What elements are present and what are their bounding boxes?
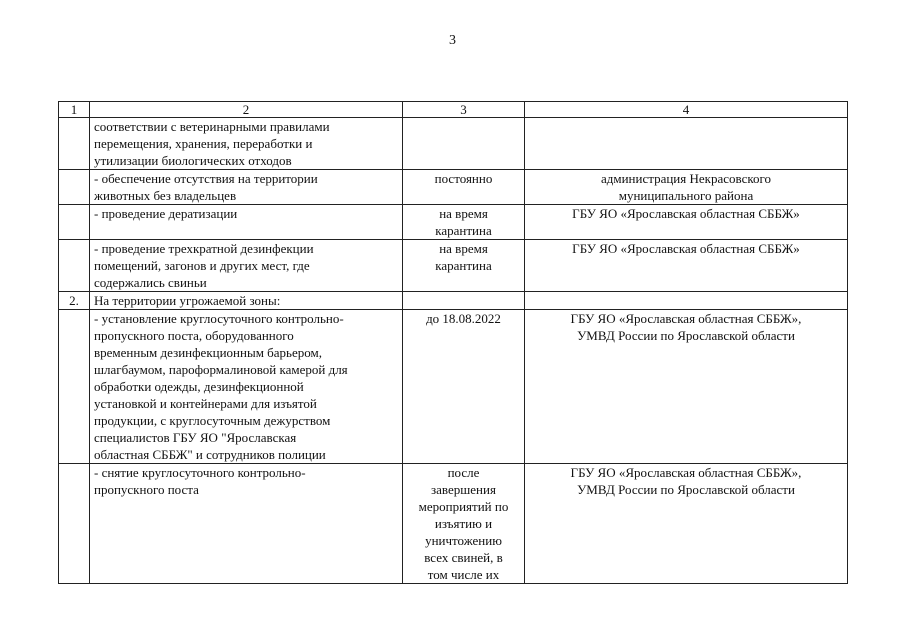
row-number (59, 170, 90, 205)
action-text-line: животных без владельцев (94, 188, 237, 203)
action-text-line: установкой и контейнерами для изъятой (94, 396, 317, 411)
responsible-text (525, 292, 848, 310)
action-text-line: специалистов ГБУ ЯО "Ярославская (94, 430, 297, 445)
table-row (59, 205, 848, 240)
responsible-text (525, 240, 848, 292)
header-col-2: 2 (90, 102, 403, 118)
row-number: 2. (59, 292, 90, 310)
term-text-line: всех свиней, в (424, 550, 503, 565)
action-text-line: продукции, с круглосуточным дежурством (94, 413, 331, 428)
action-text (90, 464, 403, 584)
action-text-line: - установление круглосуточного контрольно- (94, 311, 344, 326)
term-text (403, 240, 525, 292)
action-text-line: областная СББЖ" и сотрудников полиции (94, 447, 326, 462)
term-text-line: на время (439, 206, 488, 221)
term-text-line: уничтожению (425, 533, 502, 548)
responsible-text (525, 118, 848, 170)
action-text-line: временным дезинфекционным барьером, (94, 345, 322, 360)
action-text (90, 240, 403, 292)
term-text-line: постоянно (434, 171, 493, 186)
table-row (59, 464, 848, 584)
action-text (90, 292, 403, 310)
action-text-line: утилизации биологических отходов (94, 153, 292, 168)
term-text-line: том числе их (427, 567, 500, 582)
action-text-line: пропускного поста, оборудованного (94, 328, 294, 343)
action-text-line: - проведение дератизации (94, 206, 238, 221)
term-text (403, 118, 525, 170)
term-text-line: завершения (431, 482, 496, 497)
term-text (403, 464, 525, 584)
term-text-line: на время (439, 241, 488, 256)
header-col-4: 4 (525, 102, 848, 118)
action-text (90, 170, 403, 205)
term-text (403, 292, 525, 310)
term-text-line: карантина (435, 223, 492, 238)
term-text (403, 170, 525, 205)
responsible-text-line: ГБУ ЯО «Ярославская областная СББЖ» (572, 206, 800, 221)
responsible-text-line: УМВД России по Ярославской области (577, 482, 795, 497)
term-text (403, 205, 525, 240)
table-row (59, 118, 848, 170)
action-text-line: шлагбаумом, пароформалиновой камерой для (94, 362, 348, 377)
action-text-line: пропускного поста (94, 482, 199, 497)
row-number (59, 205, 90, 240)
term-text-line: до 18.08.2022 (426, 311, 501, 326)
term-text-line: изъятию и (434, 516, 493, 531)
row-number (59, 240, 90, 292)
table-row (59, 240, 848, 292)
table-row (59, 292, 848, 310)
action-text-line: перемещения, хранения, переработки и (94, 136, 313, 151)
table-header-row (59, 102, 848, 118)
responsible-text-line: ГБУ ЯО «Ярославская областная СББЖ», (570, 465, 802, 480)
action-text (90, 310, 403, 464)
responsible-text-line: муниципального района (618, 188, 754, 203)
responsible-text (525, 464, 848, 584)
term-text-line: после (447, 465, 480, 480)
row-number (59, 464, 90, 584)
table-row (59, 310, 848, 464)
header-col-1: 1 (59, 102, 90, 118)
action-text-line: соответствии с ветеринарными правилами (94, 119, 330, 134)
action-text-line: содержались свиньи (94, 275, 207, 290)
responsible-text-line: администрация Некрасовского (600, 171, 771, 186)
row-number (59, 118, 90, 170)
page-number: 3 (449, 33, 456, 48)
responsible-text-line: ГБУ ЯО «Ярославская областная СББЖ», (570, 311, 802, 326)
action-text-line: обработки одежды, дезинфекционной (94, 379, 304, 394)
term-text-line: карантина (435, 258, 492, 273)
action-text (90, 205, 403, 240)
term-text (403, 310, 525, 464)
action-text-line: - снятие круглосуточного контрольно- (94, 465, 306, 480)
action-text-line: - проведение трехкратной дезинфекции (94, 241, 314, 256)
table-row (59, 170, 848, 205)
responsible-text-line: УМВД России по Ярославской области (577, 328, 795, 343)
responsible-text (525, 310, 848, 464)
measures-table (58, 101, 848, 584)
responsible-text (525, 170, 848, 205)
term-text-line: мероприятий по (418, 499, 509, 514)
action-text-line: помещений, загонов и других мест, где (94, 258, 310, 273)
responsible-text-line: ГБУ ЯО «Ярославская областная СББЖ» (572, 241, 800, 256)
action-text (90, 118, 403, 170)
header-col-3: 3 (403, 102, 525, 118)
row-number (59, 310, 90, 464)
action-text-line: На территории угрожаемой зоны: (94, 293, 281, 308)
responsible-text (525, 205, 848, 240)
action-text-line: - обеспечение отсутствия на территории (94, 171, 318, 186)
